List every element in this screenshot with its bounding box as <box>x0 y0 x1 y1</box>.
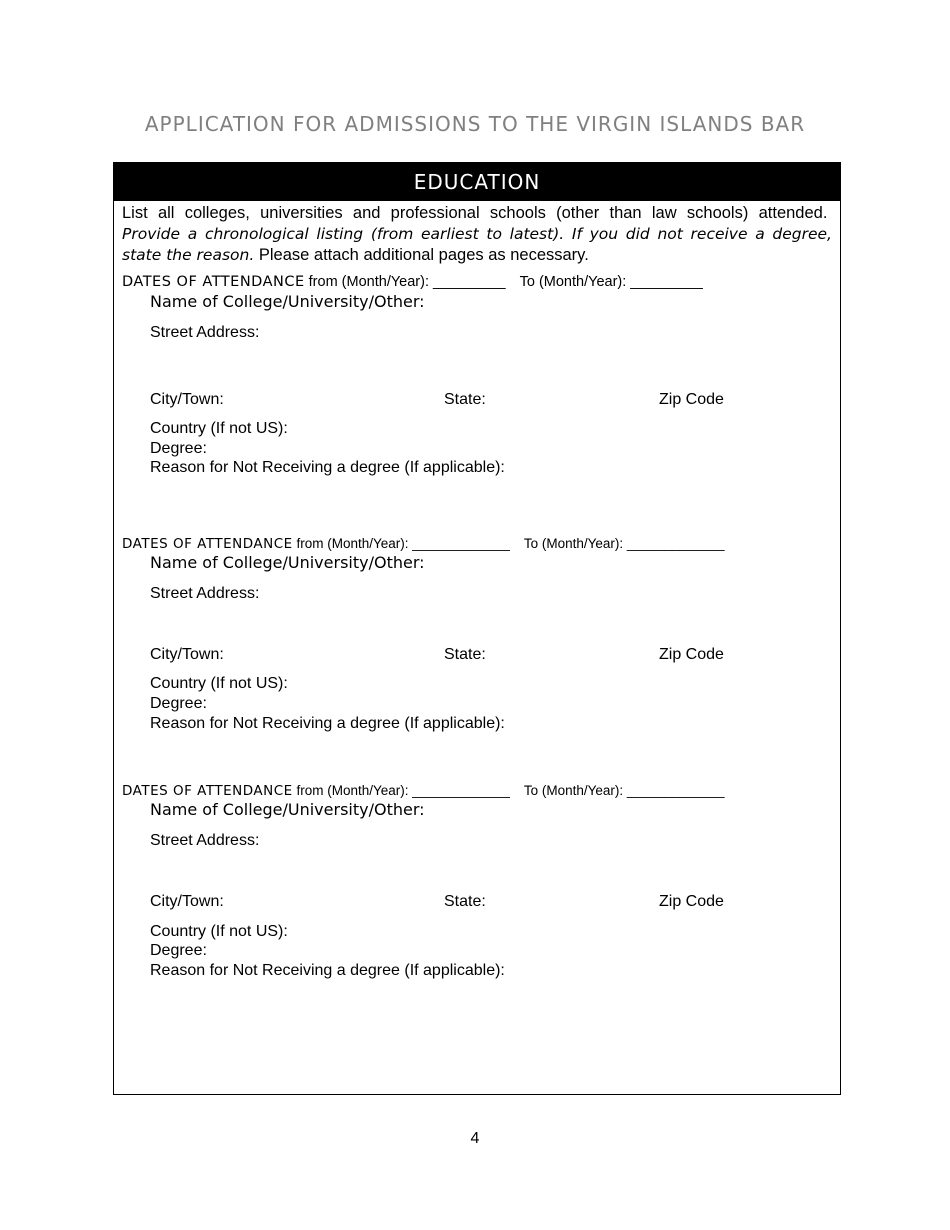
dates-label: DATES OF ATTENDANCE <box>122 783 293 799</box>
zip-code-label: Zip Code <box>659 391 724 408</box>
city-label: City/Town: <box>150 893 224 910</box>
city-label: City/Town: <box>150 391 224 408</box>
from-date-field[interactable]: from (Month/Year): _____________ <box>296 783 510 798</box>
from-date-field[interactable]: from (Month/Year): _________ <box>308 274 506 290</box>
to-date-field[interactable]: To (Month/Year): _________ <box>519 274 703 290</box>
street-address-label: Street Address: <box>150 324 260 341</box>
degree-label: Degree: <box>150 942 207 959</box>
reason-label: Reason for Not Receiving a degree (If applicable): <box>150 459 505 476</box>
page-number: 4 <box>470 1130 480 1147</box>
state-label: State: <box>444 646 486 663</box>
college-name-label: Name of College/University/Other: <box>150 800 425 819</box>
college-name-label: Name of College/University/Other: <box>150 553 425 572</box>
degree-label: Degree: <box>150 440 207 457</box>
education-form <box>113 162 841 1095</box>
education-entry-2 <box>114 536 840 756</box>
street-address-label: Street Address: <box>150 832 260 849</box>
dates-label: DATES OF ATTENDANCE <box>122 274 305 290</box>
dates-of-attendance <box>122 783 725 799</box>
section-header: EDUCATION <box>114 163 840 201</box>
intro-italic-text: Provide a chronological listing (from earliest to latest). If you did not receive a degree, state the reason. <box>122 225 832 264</box>
country-label: Country (If not US): <box>150 675 288 692</box>
reason-label: Reason for Not Receiving a degree (If applicable): <box>150 715 505 732</box>
zip-code-label: Zip Code <box>659 646 724 663</box>
page-title: APPLICATION FOR ADMISSIONS TO THE VIRGIN ISLANDS BAR <box>144 112 806 136</box>
degree-label: Degree: <box>150 695 207 712</box>
from-date-field[interactable]: from (Month/Year): _____________ <box>296 536 510 551</box>
dates-label: DATES OF ATTENDANCE <box>122 536 293 552</box>
to-date-field[interactable]: To (Month/Year): _____________ <box>523 783 725 798</box>
to-date-field[interactable]: To (Month/Year): _____________ <box>523 536 725 551</box>
country-label: Country (If not US): <box>150 420 288 437</box>
city-label: City/Town: <box>150 646 224 663</box>
intro-text: List all colleges, universities and professional schools (other than law schools) attended. <box>122 204 828 222</box>
street-address-label: Street Address: <box>150 585 260 602</box>
college-name-label: Name of College/University/Other: <box>150 292 425 311</box>
country-label: Country (If not US): <box>150 923 288 940</box>
intro-instructions <box>122 203 832 266</box>
intro-text-end: Please attach additional pages as necessary. <box>258 246 589 264</box>
dates-of-attendance <box>122 274 703 290</box>
education-entry-3 <box>114 783 840 1003</box>
reason-label: Reason for Not Receiving a degree (If applicable): <box>150 962 505 979</box>
zip-code-label: Zip Code <box>659 893 724 910</box>
state-label: State: <box>444 391 486 408</box>
state-label: State: <box>444 893 486 910</box>
education-entry-1 <box>114 274 840 494</box>
dates-of-attendance <box>122 536 725 552</box>
